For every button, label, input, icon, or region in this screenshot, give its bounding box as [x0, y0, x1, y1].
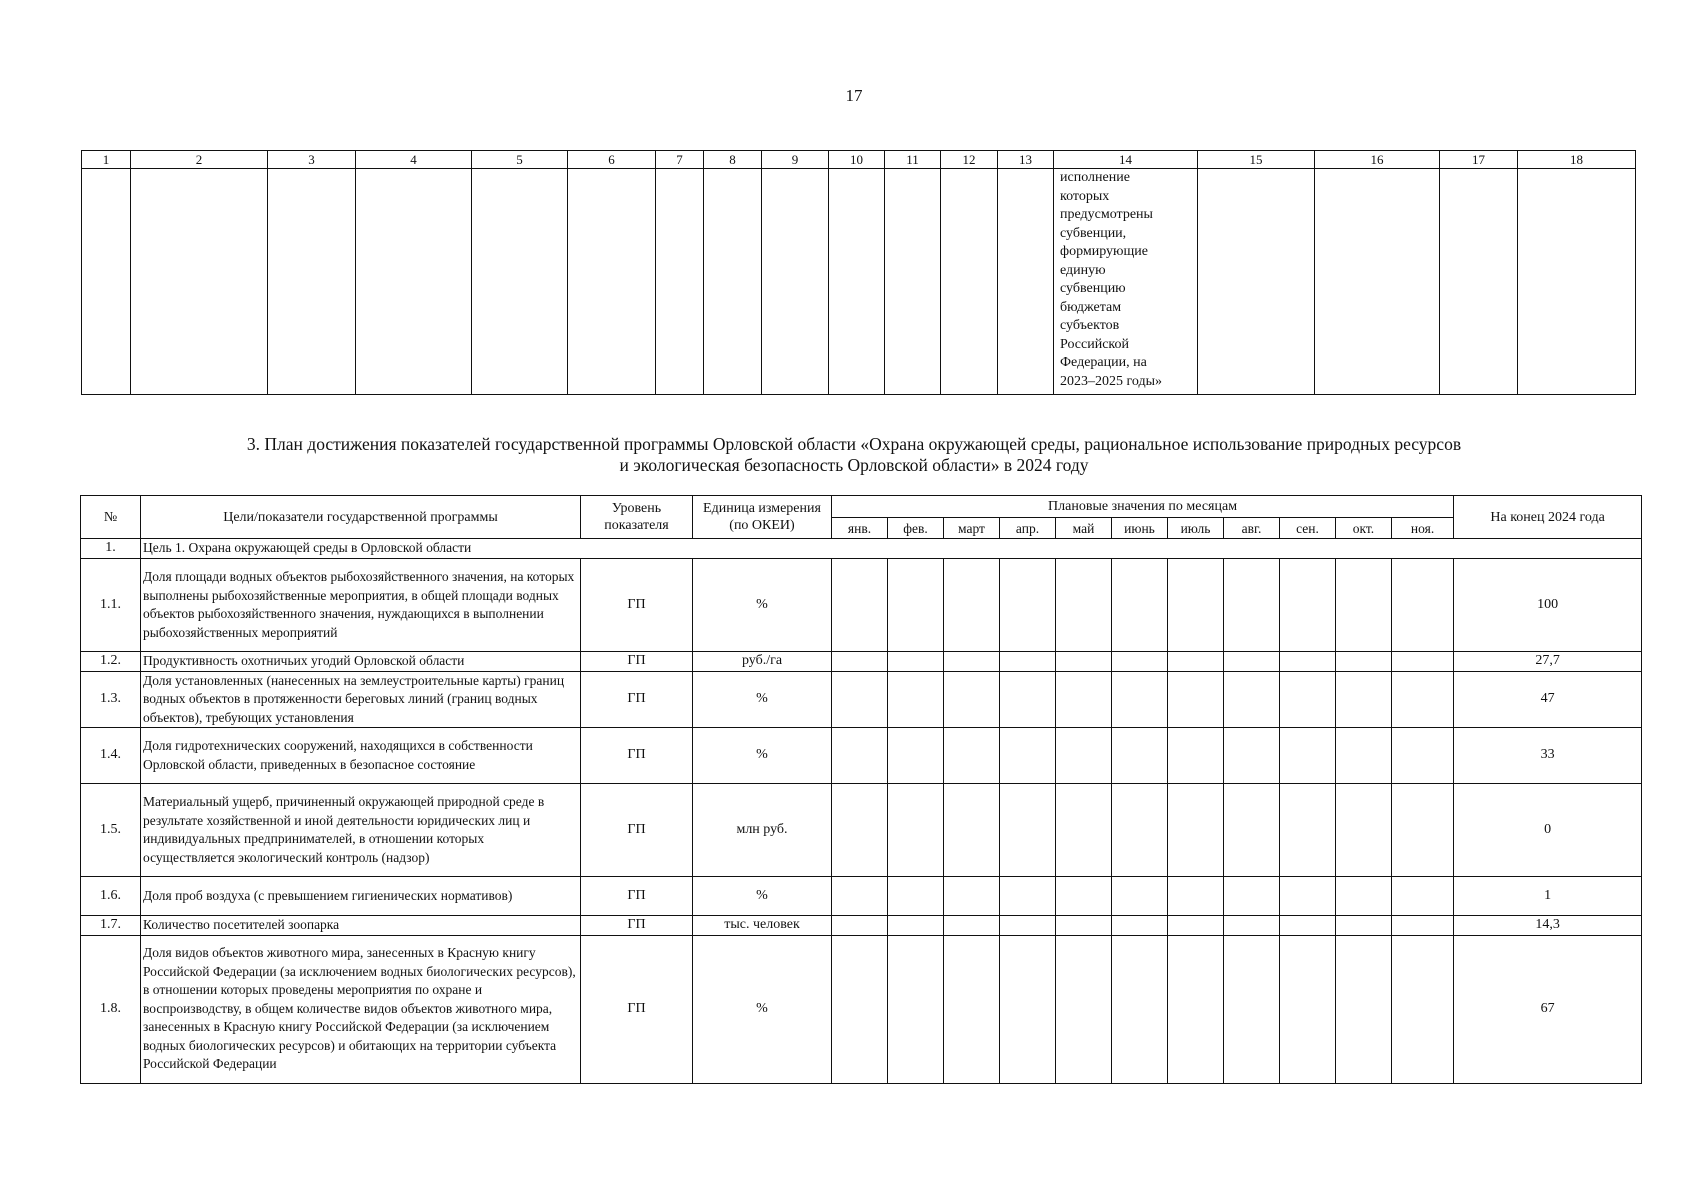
month-value-cell — [888, 559, 944, 652]
indicator-number: 1.8. — [81, 935, 141, 1083]
column-number: 1 — [82, 151, 131, 169]
indicator-level: ГП — [581, 728, 693, 784]
month-value-cell — [832, 784, 888, 877]
month-value-cell — [1168, 671, 1224, 728]
column-number: 10 — [829, 151, 885, 169]
month-value-cell — [1336, 671, 1392, 728]
indicator-level: ГП — [581, 935, 693, 1083]
indicator-number: 1.2. — [81, 652, 141, 672]
month-value-cell — [1280, 559, 1336, 652]
indicator-unit: % — [693, 559, 832, 652]
indicator-row — [81, 559, 1642, 652]
month-value-cell — [1224, 559, 1280, 652]
month-value-cell — [944, 784, 1000, 877]
indicator-year-end: 1 — [1454, 877, 1642, 916]
indicator-year-end: 33 — [1454, 728, 1642, 784]
column-number: 6 — [568, 151, 656, 169]
month-header: май — [1056, 518, 1112, 539]
indicator-name: Доля видов объектов животного мира, занесенных в Красную книгу Российской Федерации (за исключением водных биологических ресурсов), в отношении которых проведены мероприятия по охране и воспроизводству, в общем количестве видов объектов животного мира, занесенных в Красную книгу Российской Федерации (за исключением водных биологических ресурсов) и обитающих на территории субъекта Российской Федерации — [141, 935, 581, 1083]
month-value-cell — [1168, 728, 1224, 784]
indicator-row — [81, 671, 1642, 728]
indicator-year-end: 100 — [1454, 559, 1642, 652]
month-header: сен. — [1280, 518, 1336, 539]
month-value-cell — [1056, 559, 1112, 652]
month-value-cell — [1336, 728, 1392, 784]
indicator-row — [81, 935, 1642, 1083]
month-value-cell — [1000, 935, 1056, 1083]
column-number: 13 — [998, 151, 1054, 169]
indicator-name: Продуктивность охотничьих угодий Орловской области — [141, 652, 581, 672]
column-number: 14 — [1054, 151, 1198, 169]
month-value-cell — [1392, 671, 1454, 728]
month-value-cell — [832, 877, 888, 916]
month-value-cell — [832, 652, 888, 672]
month-value-cell — [1168, 652, 1224, 672]
month-value-cell — [1112, 877, 1168, 916]
column-number: 15 — [1198, 151, 1315, 169]
indicator-year-end: 27,7 — [1454, 652, 1642, 672]
month-value-cell — [1112, 935, 1168, 1083]
column-number: 12 — [941, 151, 998, 169]
month-value-cell — [1224, 652, 1280, 672]
indicator-level: ГП — [581, 877, 693, 916]
indicator-level: ГП — [581, 559, 693, 652]
indicator-row — [81, 916, 1642, 936]
month-value-cell — [1168, 877, 1224, 916]
month-value-cell — [1000, 728, 1056, 784]
column-number-row — [82, 151, 1636, 169]
column-number: 7 — [656, 151, 704, 169]
indicator-unit: % — [693, 671, 832, 728]
column-number: 2 — [131, 151, 268, 169]
month-value-cell — [888, 784, 944, 877]
header-year-end: На конец 2024 года — [1454, 496, 1642, 539]
indicator-name: Материальный ущерб, причиненный окружающей природной среде в результате хозяйственной и иной деятельности юридических лиц и индивидуальных предпринимателей, в отношении которых осуществляется экологический контроль (надзор) — [141, 784, 581, 877]
month-value-cell — [1280, 652, 1336, 672]
month-value-cell — [1392, 728, 1454, 784]
month-header: янв. — [832, 518, 888, 539]
header-unit: Единица измерения (по ОКЕИ) — [693, 496, 832, 539]
page-number: 17 — [845, 86, 863, 105]
month-value-cell — [1280, 671, 1336, 728]
month-value-cell — [1224, 728, 1280, 784]
month-value-cell — [888, 877, 944, 916]
indicator-unit: % — [693, 935, 832, 1083]
indicator-row — [81, 784, 1642, 877]
month-value-cell — [832, 728, 888, 784]
month-value-cell — [1000, 877, 1056, 916]
header-monthly: Плановые значения по месяцам — [832, 496, 1454, 518]
month-value-cell — [1168, 784, 1224, 877]
month-header: июнь — [1112, 518, 1168, 539]
month-value-cell — [1056, 877, 1112, 916]
indicator-name: Доля проб воздуха (с превышением гигиенических нормативов) — [141, 877, 581, 916]
indicator-unit: % — [693, 877, 832, 916]
section-title-line-2: и экологическая безопасность Орловской области» в 2024 году — [619, 455, 1089, 475]
month-value-cell — [1000, 652, 1056, 672]
month-value-cell — [944, 728, 1000, 784]
column-number: 8 — [704, 151, 762, 169]
indicator-row — [81, 652, 1642, 672]
month-value-cell — [1112, 784, 1168, 877]
header-level: Уровень показателя — [581, 496, 693, 539]
month-value-cell — [888, 916, 944, 936]
month-value-cell — [888, 671, 944, 728]
month-value-cell — [832, 671, 888, 728]
month-value-cell — [1336, 877, 1392, 916]
month-value-cell — [1056, 671, 1112, 728]
month-value-cell — [1280, 728, 1336, 784]
month-value-cell — [1224, 916, 1280, 936]
indicator-row — [81, 728, 1642, 784]
indicator-number: 1.5. — [81, 784, 141, 877]
column-number: 3 — [268, 151, 356, 169]
indicator-level: ГП — [581, 916, 693, 936]
header-num: № — [81, 496, 141, 539]
continuation-cell-14 — [1054, 169, 1198, 395]
indicator-year-end: 47 — [1454, 671, 1642, 728]
month-value-cell — [1224, 877, 1280, 916]
month-value-cell — [1224, 671, 1280, 728]
month-value-cell — [1280, 784, 1336, 877]
continuation-row — [82, 169, 1636, 395]
month-value-cell — [1336, 784, 1392, 877]
continuation-table — [81, 150, 1636, 395]
column-number: 11 — [885, 151, 941, 169]
month-value-cell — [1336, 935, 1392, 1083]
month-value-cell — [888, 935, 944, 1083]
section-title — [0, 434, 1708, 476]
indicator-number: 1.4. — [81, 728, 141, 784]
indicator-year-end: 0 — [1454, 784, 1642, 877]
indicator-number: 1.1. — [81, 559, 141, 652]
goal-row — [81, 539, 1642, 559]
indicator-level: ГП — [581, 671, 693, 728]
month-value-cell — [1224, 784, 1280, 877]
month-value-cell — [832, 916, 888, 936]
month-header: фев. — [888, 518, 944, 539]
indicator-number: 1.7. — [81, 916, 141, 936]
column-number: 4 — [356, 151, 472, 169]
indicator-number: 1.6. — [81, 877, 141, 916]
month-value-cell — [1112, 728, 1168, 784]
month-value-cell — [944, 652, 1000, 672]
month-value-cell — [888, 728, 944, 784]
month-value-cell — [888, 652, 944, 672]
column-number: 5 — [472, 151, 568, 169]
month-value-cell — [1112, 671, 1168, 728]
indicator-unit: % — [693, 728, 832, 784]
indicator-level: ГП — [581, 652, 693, 672]
section-title-line-1: 3. План достижения показателей государственной программы Орловской области «Охрана окружающей среды, рациональное использование природных ресурсов — [246, 434, 1462, 454]
month-header: июль — [1168, 518, 1224, 539]
month-value-cell — [1392, 935, 1454, 1083]
month-value-cell — [1112, 916, 1168, 936]
column-number: 18 — [1518, 151, 1636, 169]
month-value-cell — [944, 671, 1000, 728]
month-value-cell — [1224, 935, 1280, 1083]
month-value-cell — [944, 877, 1000, 916]
indicator-unit: млн руб. — [693, 784, 832, 877]
month-value-cell — [1168, 916, 1224, 936]
month-value-cell — [1280, 916, 1336, 936]
month-value-cell — [1000, 559, 1056, 652]
column-number: 16 — [1315, 151, 1440, 169]
month-header: апр. — [1000, 518, 1056, 539]
indicator-row — [81, 877, 1642, 916]
month-value-cell — [832, 559, 888, 652]
column-number: 9 — [762, 151, 829, 169]
month-value-cell — [1392, 784, 1454, 877]
month-value-cell — [1112, 652, 1168, 672]
month-value-cell — [1056, 935, 1112, 1083]
indicator-number: 1.3. — [81, 671, 141, 728]
month-value-cell — [1392, 877, 1454, 916]
indicator-name: Количество посетителей зоопарка — [141, 916, 581, 936]
month-value-cell — [1280, 877, 1336, 916]
header-row — [81, 496, 1642, 518]
header-name: Цели/показатели государственной программы — [141, 496, 581, 539]
month-header: март — [944, 518, 1000, 539]
goal-text: Цель 1. Охрана окружающей среды в Орловской области — [141, 539, 1642, 559]
month-header: авг. — [1224, 518, 1280, 539]
month-value-cell — [1336, 652, 1392, 672]
indicator-unit: руб./га — [693, 652, 832, 672]
continuation-text: исполнение которых предусмотрены субвенции, формирующие единую субвенцию бюджетам субъектов Российской Федерации, на 2023–2025 годы» — [1060, 170, 1163, 389]
indicator-year-end: 14,3 — [1454, 916, 1642, 936]
month-header: окт. — [1336, 518, 1392, 539]
plan-table — [80, 495, 1642, 1084]
indicator-name: Доля установленных (нанесенных на землеустроительные карты) границ водных объектов в протяженности береговых линий (границ водных объектов), требующих установления — [141, 671, 581, 728]
indicator-unit: тыс. человек — [693, 916, 832, 936]
month-value-cell — [1336, 916, 1392, 936]
indicator-year-end: 67 — [1454, 935, 1642, 1083]
indicator-name: Доля площади водных объектов рыбохозяйственного значения, на которых выполнены рыбохозяйственные мероприятия, в общей площади водных объектов рыбохозяйственного значения, нуждающихся в выполнении рыбохозяйственных мероприятий — [141, 559, 581, 652]
indicator-name: Доля гидротехнических сооружений, находящихся в собственности Орловской области, приведенных в безопасное состояние — [141, 728, 581, 784]
month-value-cell — [1392, 916, 1454, 936]
month-value-cell — [1000, 916, 1056, 936]
month-value-cell — [944, 916, 1000, 936]
month-value-cell — [832, 935, 888, 1083]
month-value-cell — [1280, 935, 1336, 1083]
month-value-cell — [1392, 652, 1454, 672]
month-value-cell — [1112, 559, 1168, 652]
month-value-cell — [944, 559, 1000, 652]
month-value-cell — [1056, 652, 1112, 672]
month-header: ноя. — [1392, 518, 1454, 539]
month-value-cell — [1000, 671, 1056, 728]
month-value-cell — [1056, 728, 1112, 784]
month-value-cell — [1000, 784, 1056, 877]
month-value-cell — [1168, 559, 1224, 652]
month-value-cell — [944, 935, 1000, 1083]
indicator-level: ГП — [581, 784, 693, 877]
goal-number: 1. — [81, 539, 141, 559]
month-value-cell — [1056, 784, 1112, 877]
month-value-cell — [1336, 559, 1392, 652]
column-number: 17 — [1440, 151, 1518, 169]
month-value-cell — [1168, 935, 1224, 1083]
month-value-cell — [1392, 559, 1454, 652]
month-value-cell — [1056, 916, 1112, 936]
